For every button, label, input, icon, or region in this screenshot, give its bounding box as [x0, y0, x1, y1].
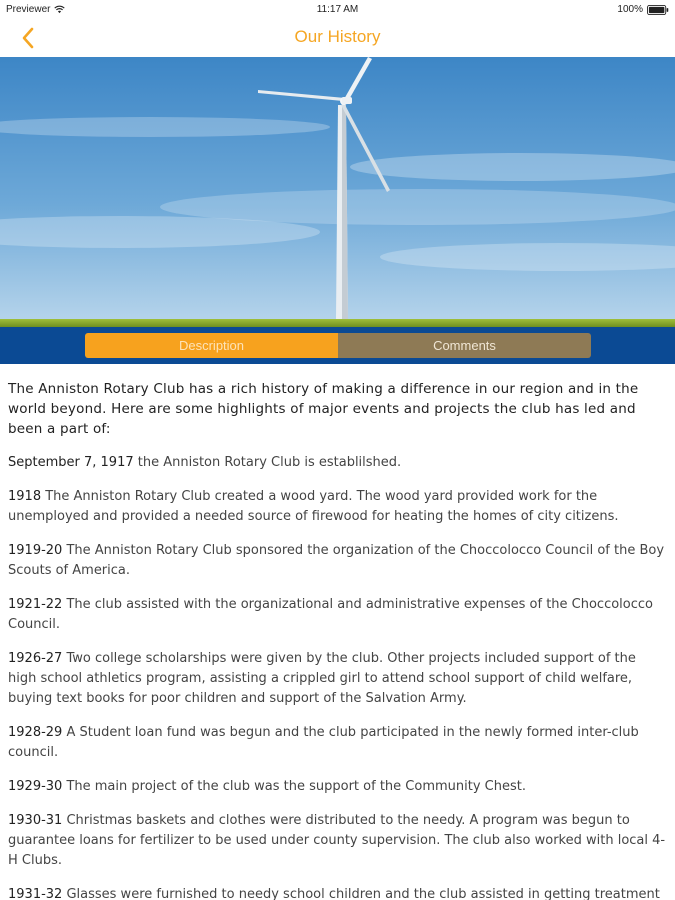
entry-year: 1919-20 — [8, 543, 63, 558]
battery-icon — [647, 5, 669, 15]
segment-band — [0, 327, 675, 364]
entry-year: 1928-29 — [8, 725, 63, 740]
entry-text: the Anniston Rotary Club is establilshed. — [133, 455, 402, 470]
navigation-bar — [0, 20, 675, 57]
segmented-control — [85, 333, 591, 358]
history-entry — [8, 595, 668, 635]
entry-year: 1931-32 — [8, 887, 63, 900]
entry-text: The main project of the club was the support of the Community Chest. — [62, 779, 526, 794]
history-entry — [8, 487, 668, 527]
entry-text: Two college scholarships were given by the club. Other projects included support of the high school athletics program, assisting a crippled girl to attend school support of child welfare, buying text books for poor children and support of the Salvation Army. — [8, 651, 636, 706]
entry-text: The club assisted with the organizational and administrative expenses of the Choccolocco Council. — [8, 597, 653, 632]
status-bar — [0, 0, 675, 20]
tab-comments[interactable]: Comments — [338, 333, 591, 358]
history-entry — [8, 541, 668, 581]
carrier-label: Previewer — [6, 4, 51, 15]
entry-text: The Anniston Rotary Club created a wood yard. The wood yard provided work for the unemployed and provided a needed source of firewood for heating the homes of city citizens. — [8, 489, 619, 524]
tab-description[interactable]: Description — [85, 333, 338, 358]
entry-year: 1926-27 — [8, 651, 63, 666]
entry-text: The Anniston Rotary Club sponsored the organization of the Choccolocco Council of the Boy Scouts of America. — [8, 543, 665, 578]
history-entry — [8, 453, 668, 473]
history-entry — [8, 885, 668, 900]
entry-year: 1921-22 — [8, 597, 63, 612]
history-entry — [8, 649, 668, 709]
entry-text: Glasses were furnished to needy school children and the club assisted in getting treatment — [62, 887, 660, 900]
entry-text: Christmas baskets and clothes were distributed to the needy. A program was begun to guarantee loans for fertilizer to be used under county supervision. The club also worked with local 4-H Clubs. — [8, 813, 666, 868]
page-title: Our History — [294, 27, 381, 46]
entry-year: 1930-31 — [8, 813, 63, 828]
history-entry — [8, 811, 668, 871]
entry-year: 1929-30 — [8, 779, 63, 794]
history-content — [8, 379, 668, 900]
history-entry — [8, 723, 668, 763]
wind-turbine-image — [0, 57, 675, 327]
battery-percent: 100% — [617, 4, 643, 15]
history-entry — [8, 777, 668, 797]
status-time: 11:17 AM — [316, 4, 359, 15]
status-right — [617, 4, 669, 15]
hero-image — [0, 57, 675, 327]
entry-text: A Student loan fund was begun and the club participated in the newly formed inter-club council. — [8, 725, 639, 760]
entry-year: 1918 — [8, 489, 42, 504]
intro-paragraph: The Anniston Rotary Club has a rich history of making a difference in our region and in the world beyond. Here are some highlights of major events and projects the club has led and been a part of: — [8, 381, 639, 437]
entry-year: September 7, 1917 — [8, 455, 134, 470]
